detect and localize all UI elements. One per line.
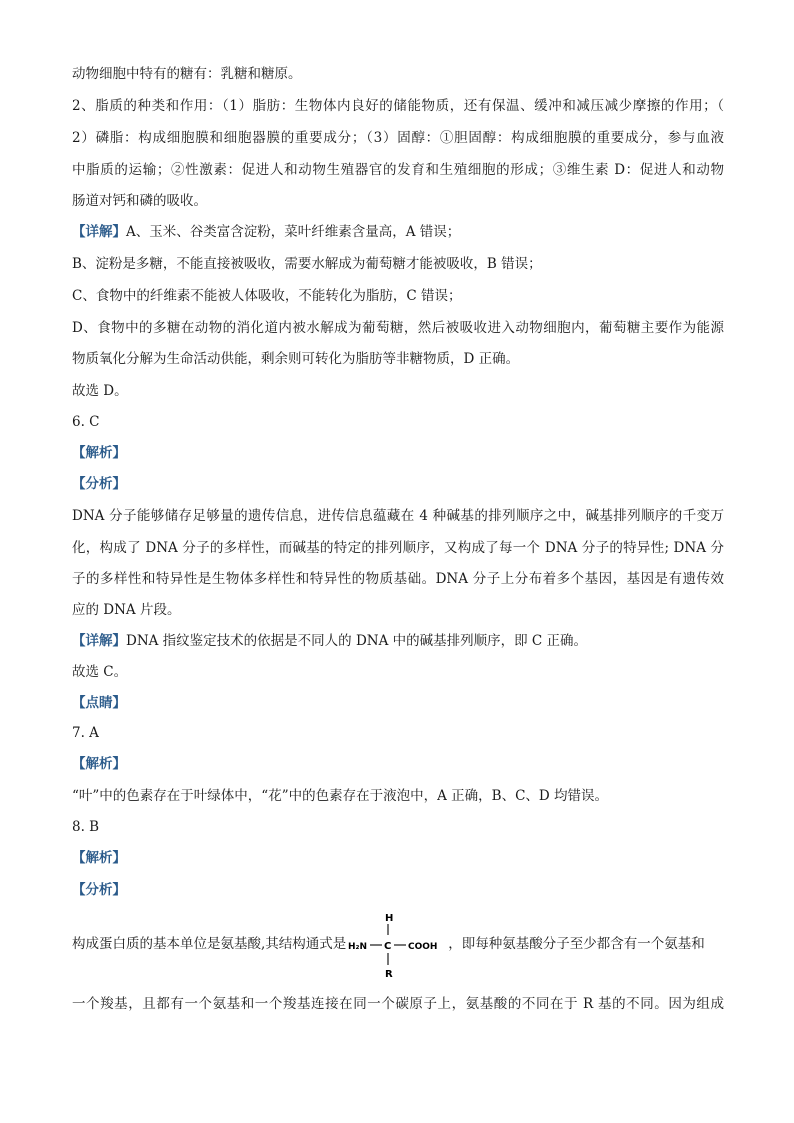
formula-top-h: H [385,912,394,924]
detail-line-d2: 物质氧化分解为生命活动供能，剩余则可转化为脂肪等非糖物质，D 正确。 [72,351,520,367]
formula-bottom-r: R [385,968,393,980]
dna-line-3: 子的多样性和特异性是生物体多样性和特异性的物质基础。DNA 分子上分布着多个基因，基因是有遗传效 [72,571,724,587]
analysis-tag-7: 【解析】 [72,756,126,772]
analysis-tag-6: 【解析】 [72,445,126,461]
detail-line-a [72,222,724,242]
fenxi-tag-6: 【分析】 [72,476,126,492]
dna-line-2: 化，构成了 DNA 分子的多样性，而碱基的特定的排列顺序，又构成了每一个 DNA 分子的特异性; DNA 分 [72,540,724,556]
text-line-1: 动物细胞中特有的糖有：乳糖和糖原。 [72,66,302,82]
formula-svg [348,907,446,983]
amino-acid-formula [348,912,446,980]
detail-tag-6: 【详解】 [72,633,126,649]
detail-line-d1: D、食物中的多糖在动物的消化道内被水解成为葡萄糖，然后被吸收进入动物细胞内，葡萄糖主要作为能源 [72,320,724,336]
amino-line-2: 一个羧基，且都有一个氨基和一个羧基连接在同一个碳原子上，氨基酸的不同在于 R 基的不同。因为组成 [72,996,724,1012]
text-line-4: 中脂质的运输；②性激素：促进人和动物生殖器官的发育和生殖细胞的形成；③维生素 D：促进人和动物 [72,162,724,178]
question-7-heading: 7. A [72,725,99,741]
dna-line-1: DNA 分子能够储存足够量的遗传信息，进传信息蕴藏在 4 种碱基的排列顺序之中，碱基排列顺序的千变万 [72,508,724,524]
detail-text-6: DNA 指纹鉴定技术的依据是不同人的 DNA 中的碱基排列顺序，即 C 正确。 [126,633,588,649]
detail-text-a: A、玉米、谷类富含淀粉，菜叶纤维素含量高，A 错误； [126,224,461,240]
amino-text-before: 构成蛋白质的基本单位是氨基酸,其结构通式是 [72,936,347,952]
question-8-heading: 8. B [72,819,100,835]
dna-line-4: 应的 DNA 片段。 [72,602,181,618]
text-line-5: 肠道对钙和磷的吸收。 [72,193,207,209]
detail-tag: 【详解】 [72,224,126,240]
detail-line-b: B、淀粉是多糖，不能直接被吸收，需要水解成为葡萄糖才能被吸收，B 错误； [72,256,542,272]
formula-right-cooh: COOH [408,941,438,952]
answer-line-6: 故选 C。 [72,664,128,680]
text-line-3: 2）磷脂：构成细胞膜和细胞器膜的重要成分；（3）固醇：①胆固醇：构成细胞膜的重要成分，参与血液 [72,130,724,146]
question-6-heading: 6. C [72,414,100,430]
formula-center-c: C [384,940,392,952]
detail-line-c: C、食物中的纤维素不能被人体吸收，不能转化为脂肪，C 错误； [72,288,462,304]
answer-line-5: 故选 D。 [72,383,128,399]
amino-acid-line [72,912,724,980]
detail-line-6 [72,631,724,651]
fenxi-tag-8: 【分析】 [72,882,126,898]
answer-line-7: “叶”中的色素存在于叶绿体中，“花”中的色素存在于液泡中，A 正确，B、C、D 均错误。 [72,788,609,804]
analysis-tag-8: 【解析】 [72,850,126,866]
text-line-2: 2、脂质的种类和作用：（1）脂肪：生物体内良好的储能物质，还有保温、缓冲和减压减少摩擦的作用；（ [72,98,724,114]
formula-left-h2n: H₂N [348,941,368,952]
amino-text-after: ，即每种氨基酸分子至少都含有一个氨基和 [448,936,705,952]
dianjing-tag-6: 【点睛】 [72,695,126,711]
